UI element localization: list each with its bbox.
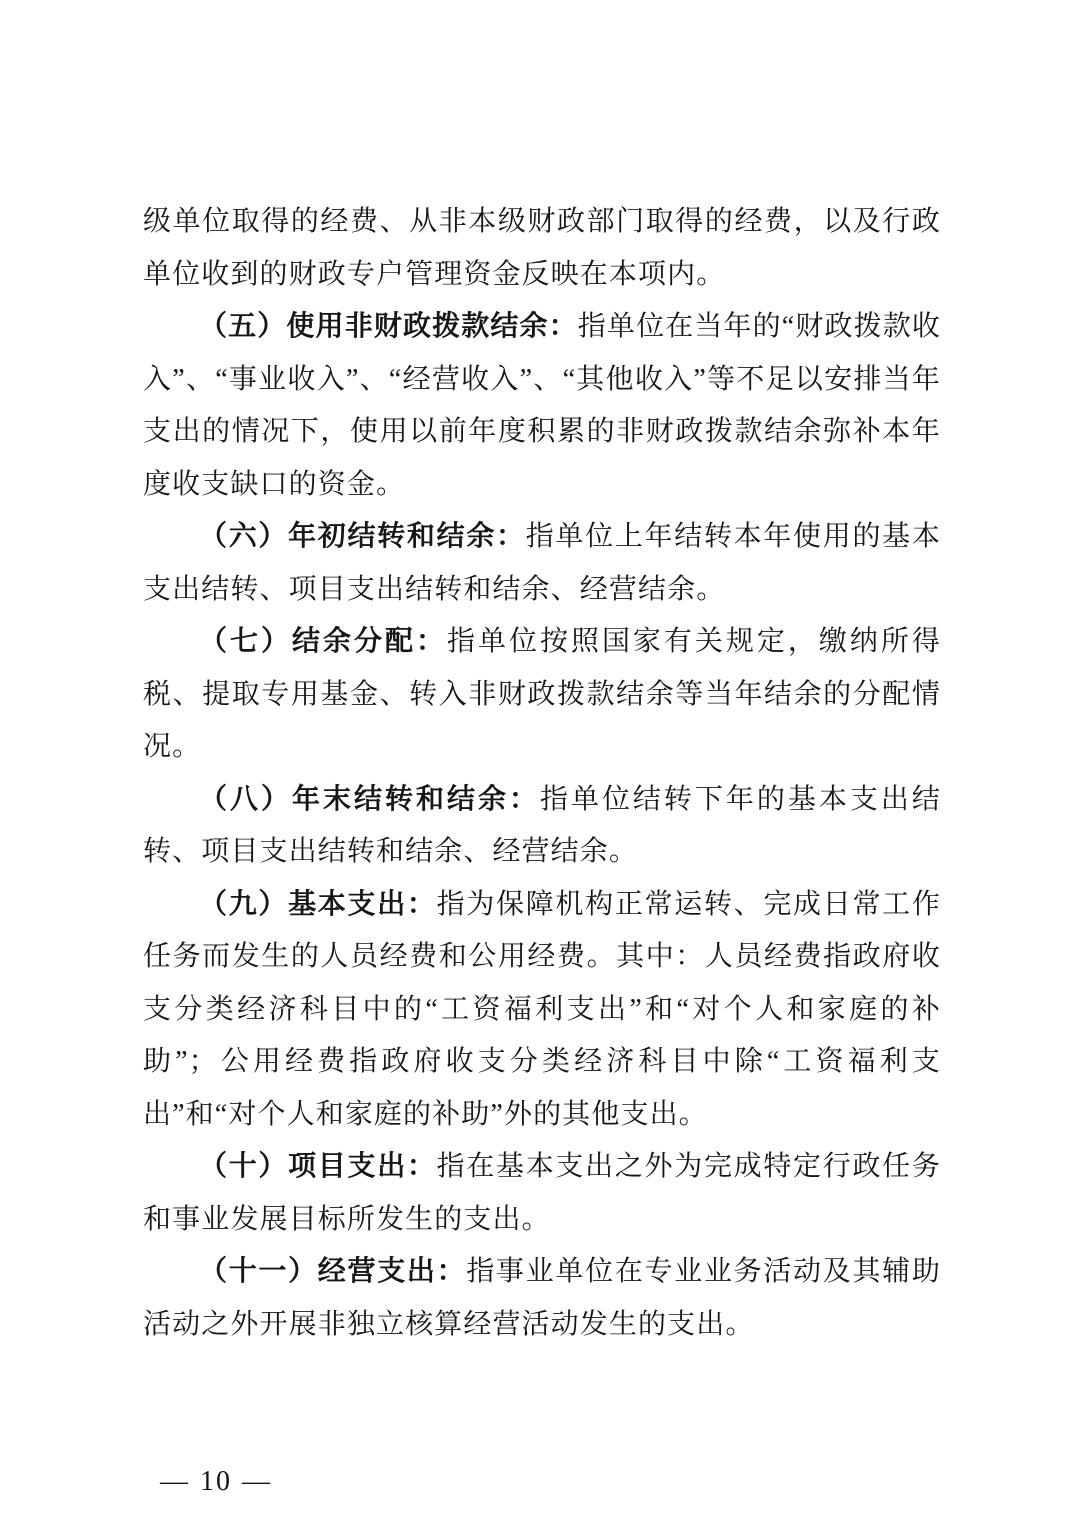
paragraph-text: 指为保障机构正常运转、完成日常工作任务而发生的人员经费和公用经费。其中：人员经费指政府收支分类经济科目中的“工资福利支出”和“对个人和家庭的补助”；公用经费指政府收支分类经济科目中除“工资福利支出”和“对个人和家庭的补助”外的其他支出。 bbox=[143, 888, 941, 1130]
document-body bbox=[143, 196, 941, 1351]
paragraph-text: 指在基本支出之外为完成特定行政任务和事业发展目标所发生的支出。 bbox=[143, 1151, 941, 1235]
paragraph-text: 指单位按照国家有关规定，缴纳所得税、提取专用基金、转入非财政拨款结余等当年结余的分配情况。 bbox=[143, 626, 942, 762]
paragraph-lead: （八）年末结转和结余： bbox=[199, 783, 540, 815]
paragraph-text: 指单位结转下年的基本支出结转、项目支出结转和结余、经营结余。 bbox=[143, 783, 942, 867]
paragraph-lead: （十）项目支出： bbox=[199, 1151, 437, 1182]
page-number-dash-right: — bbox=[242, 1466, 272, 1497]
paragraph-text: 指单位上年结转本年使用的基本支出结转、项目支出结转和结余、经营结余。 bbox=[143, 521, 941, 605]
paragraph bbox=[143, 1141, 941, 1246]
paragraph bbox=[143, 774, 941, 879]
page-number bbox=[150, 1466, 282, 1498]
paragraph-text: 指事业单位在专业业务活动及其辅助活动之外开展非独立核算经营活动发生的支出。 bbox=[143, 1256, 941, 1340]
paragraph-lead: （六）年初结转和结余： bbox=[199, 521, 526, 552]
paragraph-text: 指单位在当年的“财政拨款收入”、“事业收入”、“经营收入”、“其他收入”等不足以安排当年支出的情况下，使用以前年度积累的非财政拨款结余弥补本年度收支缺口的资金。 bbox=[143, 311, 941, 500]
paragraph bbox=[143, 1246, 941, 1351]
paragraph-lead: （五）使用非财政拨款结余： bbox=[199, 311, 578, 342]
paragraph bbox=[143, 301, 941, 511]
paragraph-lead: （九）基本支出： bbox=[199, 888, 437, 920]
paragraph-text: 级单位取得的经费、从非本级财政部门取得的经费，以及行政单位收到的财政专户管理资金反映在本项内。 bbox=[143, 206, 941, 290]
page-number-dash-left: — bbox=[160, 1466, 190, 1497]
paragraph-lead: （十一）经营支出： bbox=[199, 1256, 467, 1287]
paragraph bbox=[143, 511, 941, 616]
page-number-value: 10 bbox=[200, 1466, 232, 1497]
paragraph bbox=[143, 196, 941, 301]
paragraph bbox=[143, 879, 941, 1142]
paragraph-lead: （七）结余分配： bbox=[199, 626, 447, 657]
paragraph bbox=[143, 616, 941, 774]
